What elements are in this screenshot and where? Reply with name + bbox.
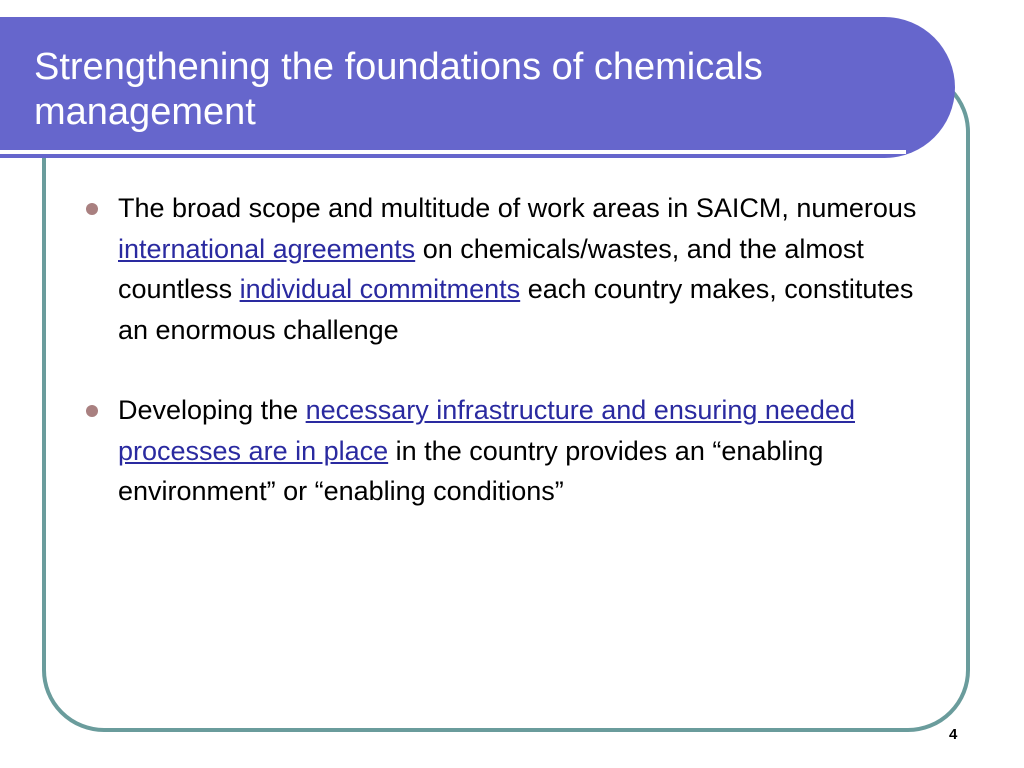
bullet-dot-icon — [86, 203, 98, 215]
bullet-dot-icon — [86, 405, 98, 417]
link-individual-commitments[interactable]: individual commitments — [239, 274, 521, 304]
title-bar — [0, 17, 955, 158]
bullet-list — [86, 188, 946, 552]
link-international-agreements[interactable]: international agreements — [118, 233, 416, 264]
title-underline — [0, 150, 906, 154]
bullet-item-2 — [86, 390, 946, 512]
link-necessary-infrastructure[interactable]: necessary infrastructure and ensuring needed processes are in place — [118, 395, 855, 466]
bullet-item-1 — [86, 188, 946, 350]
bullet-text: each country makes, constitutes an enormous challenge — [118, 274, 914, 345]
bullet-text: on chemicals/wastes, and the almost countless — [118, 233, 864, 304]
slide-title: Strengthening the foundations of chemicals management — [34, 46, 763, 133]
bullet-text: Developing the — [118, 395, 306, 425]
bullet-text: The broad scope and multitude of work areas in SAICM, numerous — [118, 193, 917, 223]
page-number: 4 — [949, 726, 958, 743]
bullet-text: in the country provides an “enabling environment” or “enabling conditions” — [118, 435, 824, 506]
